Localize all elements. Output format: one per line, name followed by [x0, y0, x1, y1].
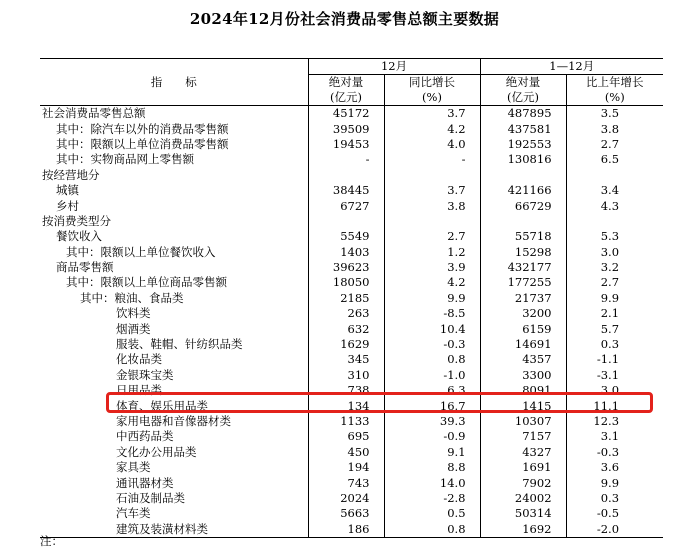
ytd-abs-value: 3300 [480, 368, 566, 383]
table-row [40, 229, 663, 244]
table-row [40, 121, 663, 136]
dec-yoy-value: 16.7 [384, 398, 480, 413]
dec-abs-unit: (亿元) [308, 90, 384, 106]
table-row [40, 368, 663, 383]
table-row [40, 137, 663, 152]
dec-yoy-value: 3.9 [384, 260, 480, 275]
table-body [40, 106, 663, 538]
ytd-abs-value: 24002 [480, 491, 566, 506]
ytd-yoy-value: -3.1 [566, 368, 663, 383]
dec-abs-value: 632 [308, 321, 384, 336]
ytd-abs-value: 432177 [480, 260, 566, 275]
ytd-yoy-value: 3.4 [566, 183, 663, 198]
dec-yoy-value: 2.7 [384, 229, 480, 244]
page-title: 2024年12月份社会消费品零售总额主要数据 [189, 10, 500, 28]
ytd-group-header: 1—12月 [480, 59, 663, 75]
table-row [40, 306, 663, 321]
ytd-abs-value: 50314 [480, 506, 566, 521]
row-indicator: 金银珠宝类 [116, 367, 174, 382]
row-indicator: 社会消费品零售总额 [42, 106, 146, 121]
ytd-yoy-value: 3.5 [566, 106, 663, 122]
row-indicator: 饮料类 [116, 306, 151, 321]
row-indicator: 其中：限额以上单位消费品零售额 [56, 136, 229, 151]
ytd-yoy-header: 比上年增长 [566, 75, 663, 91]
ytd-abs-value: 7902 [480, 475, 566, 490]
ytd-abs-value: 1692 [480, 522, 566, 538]
ytd-yoy-value: 2.7 [566, 275, 663, 290]
dec-abs-header: 绝对量 [308, 75, 384, 91]
dec-abs-value: 695 [308, 429, 384, 444]
dec-abs-value: 5663 [308, 506, 384, 521]
dec-yoy-unit: (%) [384, 90, 480, 106]
dec-abs-value: 19453 [308, 137, 384, 152]
ytd-yoy-value: 11.1 [566, 398, 663, 413]
dec-abs-value: 450 [308, 445, 384, 460]
table-row [40, 291, 663, 306]
ytd-yoy-value: -0.3 [566, 445, 663, 460]
dec-group-header: 12月 [308, 59, 480, 75]
data-table-container [40, 58, 663, 538]
row-indicator: 其中：限额以上单位商品零售额 [66, 275, 227, 290]
ytd-abs-value: 66729 [480, 198, 566, 213]
row-indicator: 其中：除汽车以外的消费品零售额 [56, 121, 229, 136]
ytd-abs-value: 10307 [480, 414, 566, 429]
table-row [40, 460, 663, 475]
dec-abs-value: 194 [308, 460, 384, 475]
ytd-yoy-value: 9.9 [566, 291, 663, 306]
ytd-yoy-value: 0.3 [566, 491, 663, 506]
dec-abs-value: 310 [308, 368, 384, 383]
dec-yoy-value: 39.3 [384, 414, 480, 429]
dec-abs-value [308, 214, 384, 229]
ytd-yoy-value: -2.0 [566, 522, 663, 538]
table-row [40, 198, 663, 213]
dec-yoy-value: 0.5 [384, 506, 480, 521]
table-row [40, 491, 663, 506]
ytd-abs-value [480, 214, 566, 229]
retail-sales-table [40, 58, 663, 538]
ytd-yoy-value [566, 168, 663, 183]
dec-yoy-value: 9.9 [384, 291, 480, 306]
row-indicator: 化妆品类 [116, 352, 162, 367]
ytd-yoy-value: 3.1 [566, 429, 663, 444]
dec-abs-value: 38445 [308, 183, 384, 198]
ytd-yoy-value: 2.7 [566, 137, 663, 152]
row-indicator: 体育、娱乐用品类 [116, 398, 208, 413]
table-row [40, 183, 663, 198]
ytd-abs-value: 3200 [480, 306, 566, 321]
ytd-yoy-value: 3.6 [566, 460, 663, 475]
ytd-yoy-value: -0.5 [566, 506, 663, 521]
dec-abs-value: 39509 [308, 121, 384, 136]
dec-yoy-value: 3.7 [384, 183, 480, 198]
table-row [40, 414, 663, 429]
row-indicator: 通讯器材类 [116, 475, 174, 490]
ytd-abs-header: 绝对量 [480, 75, 566, 91]
table-row [40, 429, 663, 444]
row-indicator: 其中：粮油、食品类 [80, 290, 184, 305]
highlight-box [106, 392, 653, 413]
row-indicator: 烟酒类 [116, 321, 151, 336]
ytd-abs-value [480, 168, 566, 183]
row-indicator: 日用品类 [116, 383, 162, 398]
dec-yoy-value: -0.3 [384, 337, 480, 352]
ytd-yoy-value: 9.9 [566, 475, 663, 490]
notes [40, 534, 63, 549]
ytd-yoy-value: 5.7 [566, 321, 663, 336]
dec-abs-value: 18050 [308, 275, 384, 290]
table-row [40, 506, 663, 521]
dec-yoy-value: 6.3 [384, 383, 480, 398]
dec-yoy-value [384, 168, 480, 183]
ytd-yoy-value: 3.0 [566, 383, 663, 398]
indicator-header: 指 标 [40, 59, 308, 106]
dec-abs-value: - [308, 152, 384, 167]
dec-yoy-value: 4.2 [384, 275, 480, 290]
dec-abs-value [308, 168, 384, 183]
dec-abs-value: 2185 [308, 291, 384, 306]
ytd-yoy-value: 3.0 [566, 245, 663, 260]
ytd-yoy-value: -1.1 [566, 352, 663, 367]
table-row [40, 168, 663, 183]
dec-yoy-value: 14.0 [384, 475, 480, 490]
ytd-abs-value: 177255 [480, 275, 566, 290]
ytd-abs-value: 55718 [480, 229, 566, 244]
row-indicator: 其中：限额以上单位餐饮收入 [66, 244, 216, 259]
ytd-abs-value: 6159 [480, 321, 566, 336]
row-indicator: 中西药品类 [116, 429, 174, 444]
ytd-abs-value: 21737 [480, 291, 566, 306]
table-row [40, 522, 663, 538]
ytd-abs-value: 4357 [480, 352, 566, 367]
table-row [40, 245, 663, 260]
ytd-abs-value: 14691 [480, 337, 566, 352]
ytd-abs-value: 7157 [480, 429, 566, 444]
row-indicator: 汽车类 [116, 506, 151, 521]
table-row [40, 275, 663, 290]
ytd-abs-value: 1415 [480, 398, 566, 413]
row-indicator: 家用电器和音像器材类 [116, 414, 231, 428]
row-indicator: 餐饮收入 [56, 229, 102, 244]
dec-yoy-value: 4.0 [384, 137, 480, 152]
ytd-abs-unit: (亿元) [480, 90, 566, 106]
row-indicator: 文化办公用品类 [116, 444, 197, 459]
table-row [40, 106, 663, 122]
row-indicator: 建筑及装潢材料类 [40, 522, 308, 538]
row-indicator: 石油及制品类 [116, 490, 185, 505]
row-indicator: 乡村 [56, 198, 79, 213]
dec-abs-value: 5549 [308, 229, 384, 244]
dec-abs-value: 743 [308, 475, 384, 490]
table-row [40, 337, 663, 352]
row-indicator: 商品零售额 [56, 260, 114, 275]
dec-abs-value: 1133 [308, 414, 384, 429]
row-indicator: 按经营地分 [42, 167, 100, 182]
ytd-abs-value: 487895 [480, 106, 566, 122]
table-row [40, 152, 663, 167]
ytd-abs-value: 130816 [480, 152, 566, 167]
ytd-yoy-unit: (%) [566, 90, 663, 106]
ytd-abs-value: 421166 [480, 183, 566, 198]
row-indicator: 家具类 [116, 460, 151, 475]
ytd-yoy-value: 4.3 [566, 198, 663, 213]
ytd-yoy-value [566, 214, 663, 229]
dec-abs-value: 1403 [308, 245, 384, 260]
ytd-abs-value: 437581 [480, 121, 566, 136]
table-row [40, 352, 663, 367]
ytd-yoy-value: 0.3 [566, 337, 663, 352]
row-indicator: 服装、鞋帽、针纺织品类 [116, 337, 243, 352]
ytd-abs-value: 4327 [480, 445, 566, 460]
dec-yoy-value: 8.8 [384, 460, 480, 475]
dec-yoy-value: - [384, 152, 480, 167]
dec-abs-value: 1629 [308, 337, 384, 352]
row-indicator: 城镇 [56, 183, 79, 198]
dec-abs-value: 345 [308, 352, 384, 367]
dec-abs-value: 134 [308, 398, 384, 413]
table-row [40, 214, 663, 229]
dec-abs-value: 45172 [308, 106, 384, 122]
ytd-abs-value: 192553 [480, 137, 566, 152]
row-indicator: 按消费类型分 [42, 213, 111, 228]
dec-yoy-value: 3.8 [384, 198, 480, 213]
row-indicator: 其中：实物商品网上零售额 [56, 152, 194, 167]
dec-yoy-value: 0.8 [384, 352, 480, 367]
dec-yoy-value: -1.0 [384, 368, 480, 383]
dec-yoy-value: 1.2 [384, 245, 480, 260]
ytd-yoy-value: 6.5 [566, 152, 663, 167]
dec-abs-value: 2024 [308, 491, 384, 506]
ytd-yoy-value: 12.3 [566, 414, 663, 429]
ytd-yoy-value: 3.8 [566, 121, 663, 136]
dec-yoy-value: 4.2 [384, 121, 480, 136]
ytd-abs-value: 8091 [480, 383, 566, 398]
dec-yoy-value: 10.4 [384, 321, 480, 336]
notes-label: 注： [40, 534, 63, 548]
dec-abs-value: 263 [308, 306, 384, 321]
table-row [40, 260, 663, 275]
dec-yoy-value: -2.8 [384, 491, 480, 506]
dec-abs-value: 186 [308, 522, 384, 538]
dec-abs-value: 738 [308, 383, 384, 398]
ytd-yoy-value: 3.2 [566, 260, 663, 275]
dec-yoy-value: -8.5 [384, 306, 480, 321]
dec-yoy-header: 同比增长 [384, 75, 480, 91]
dec-yoy-value: -0.9 [384, 429, 480, 444]
dec-yoy-value: 9.1 [384, 445, 480, 460]
ytd-yoy-value: 5.3 [566, 229, 663, 244]
dec-abs-value: 39623 [308, 260, 384, 275]
dec-yoy-value: 3.7 [384, 106, 480, 122]
table-row [40, 445, 663, 460]
ytd-yoy-value: 2.1 [566, 306, 663, 321]
table-row [40, 475, 663, 490]
dec-yoy-value [384, 214, 480, 229]
table-row [40, 321, 663, 336]
ytd-abs-value: 15298 [480, 245, 566, 260]
dec-abs-value: 6727 [308, 198, 384, 213]
dec-yoy-value: 0.8 [384, 522, 480, 538]
ytd-abs-value: 1691 [480, 460, 566, 475]
